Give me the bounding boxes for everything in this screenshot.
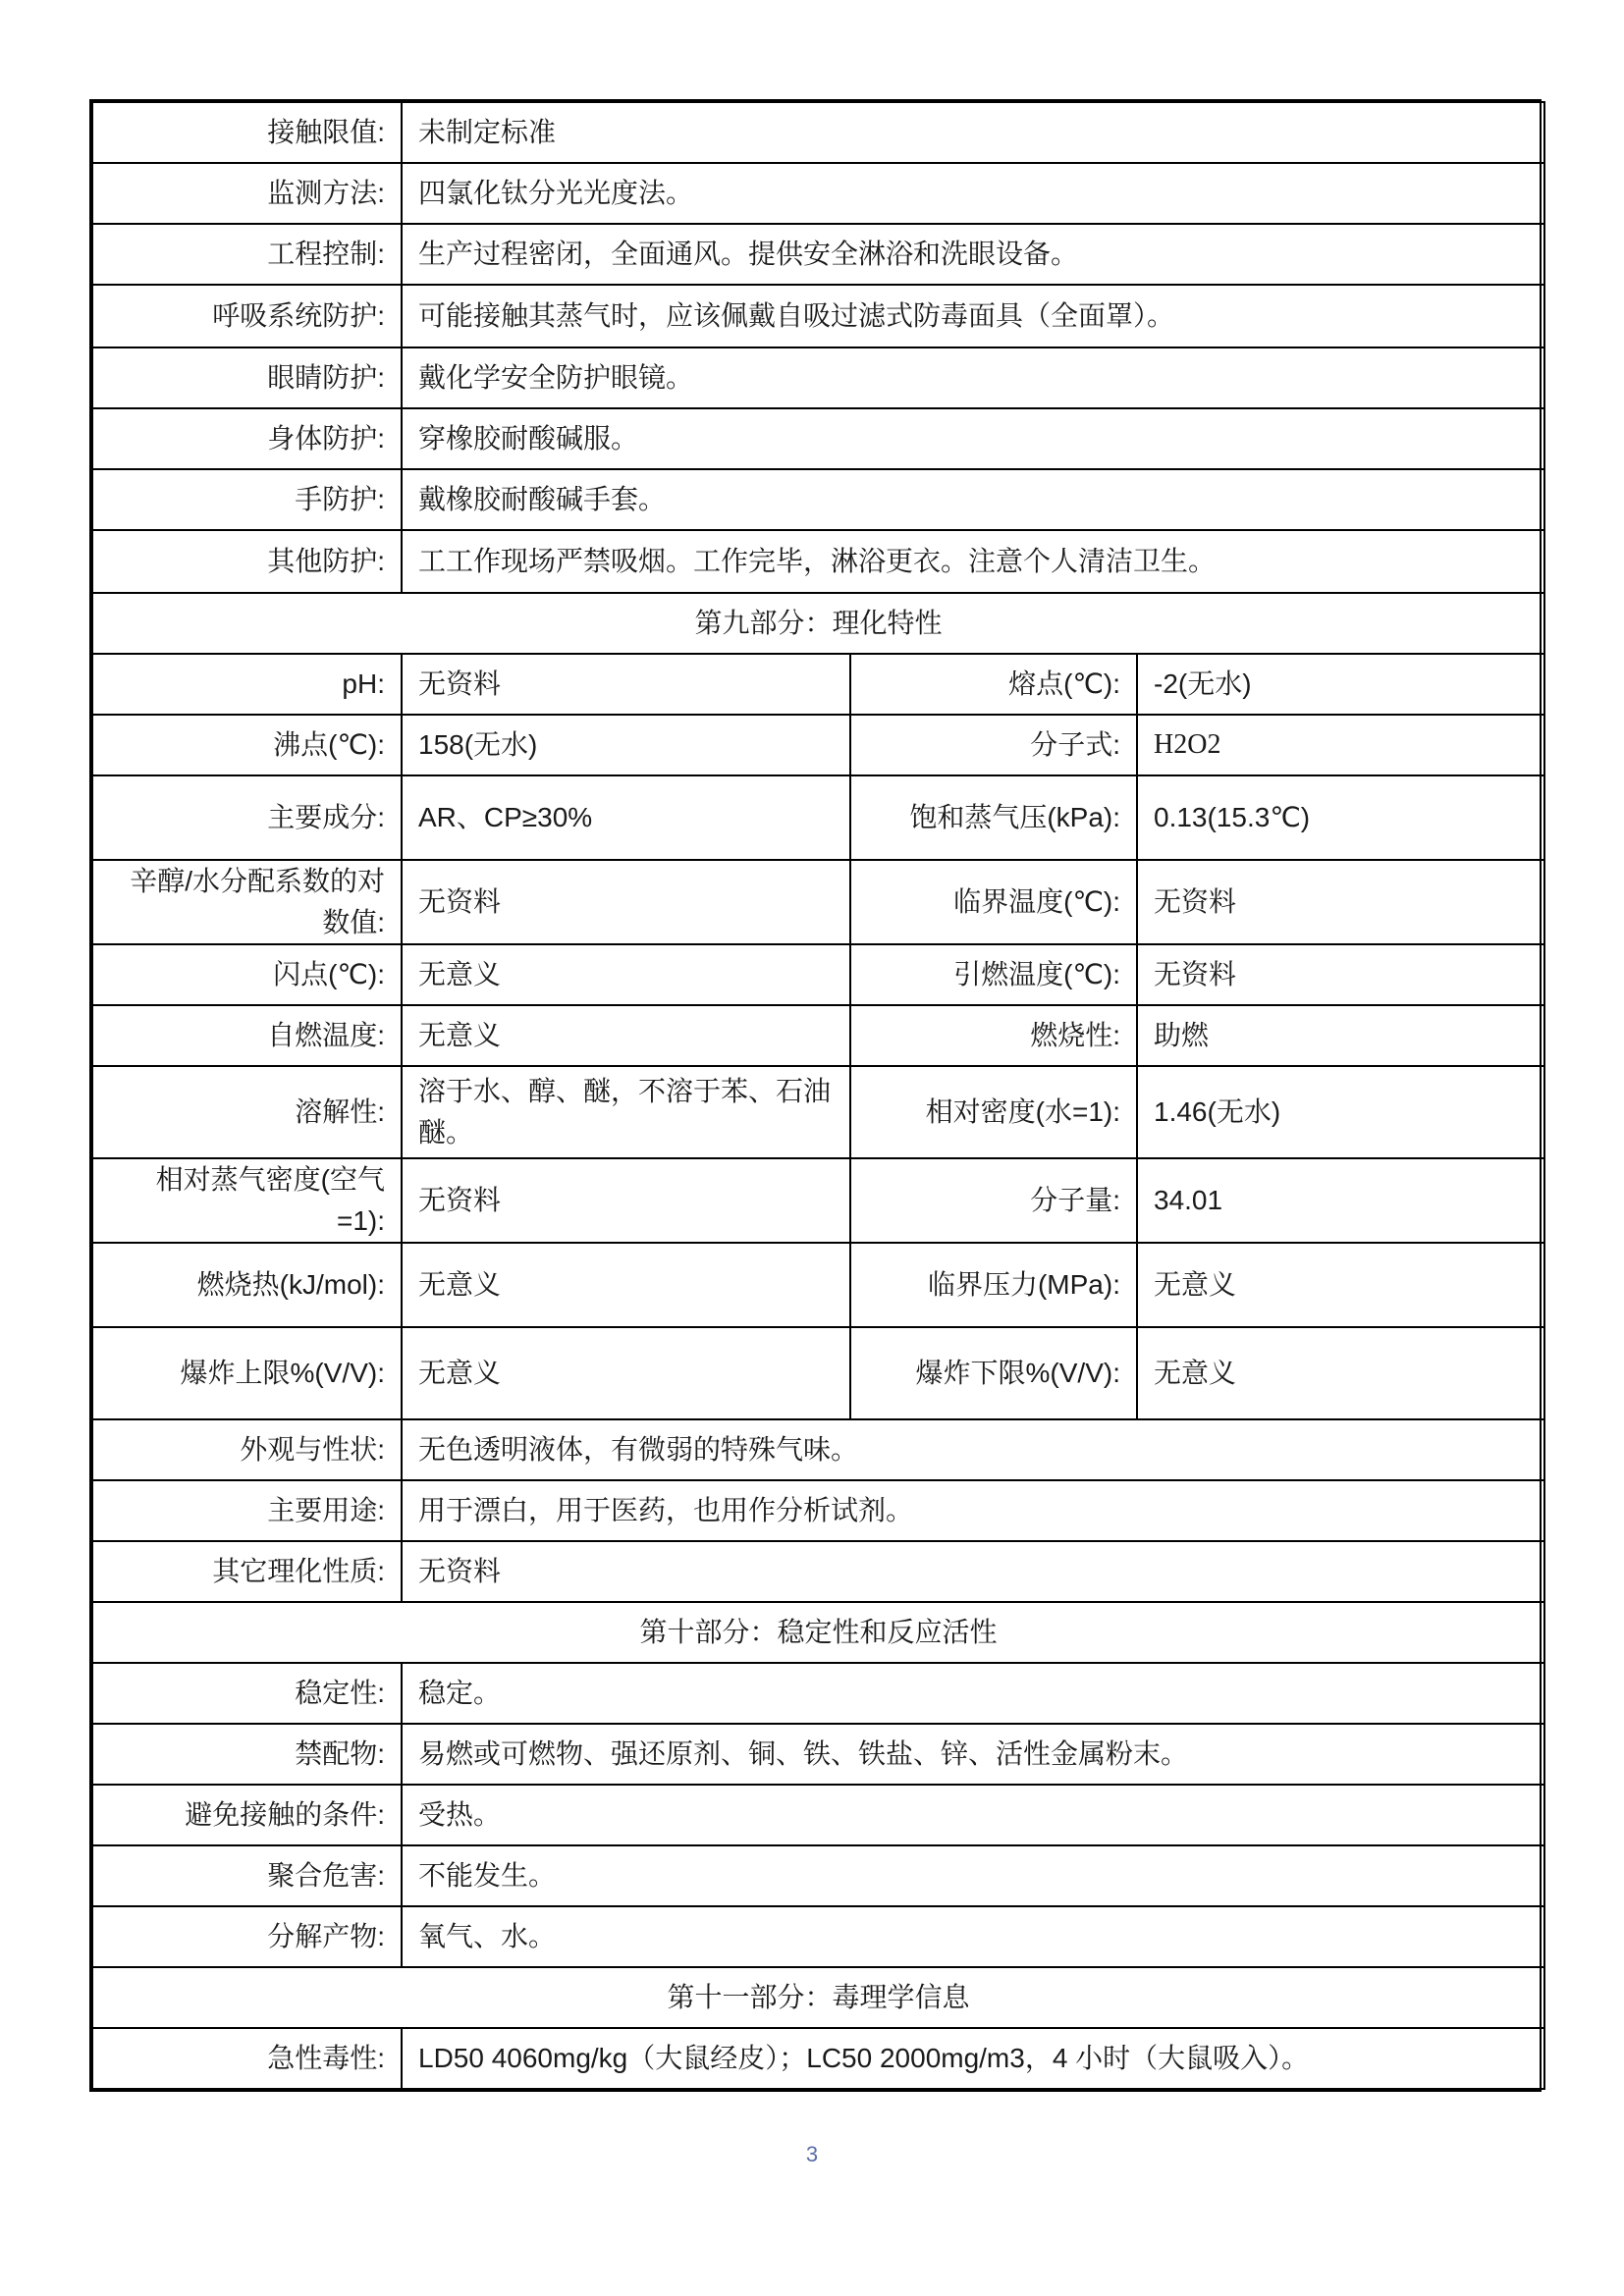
property-value: 34.01 xyxy=(1137,1158,1544,1243)
row-engineering-control xyxy=(92,224,1544,285)
property-value: 无意义 xyxy=(402,944,850,1005)
row-polymerization-hazard xyxy=(92,1845,1544,1906)
property-value: AR、CP≥30% xyxy=(402,775,850,860)
property-label: 闪点(℃): xyxy=(92,944,402,1005)
row-label: 外观与性状: xyxy=(92,1419,402,1480)
row-value: 易燃或可燃物、强还原剂、铜、铁、铁盐、锌、活性金属粉末。 xyxy=(402,1724,1544,1785)
row-value: 受热。 xyxy=(402,1785,1544,1845)
row-label: 手防护: xyxy=(92,469,402,530)
grid-row xyxy=(92,775,1544,860)
property-value: 助燃 xyxy=(1137,1005,1544,1066)
row-value: 工工作现场严禁吸烟。工作完毕，淋浴更衣。注意个人清洁卫生。 xyxy=(402,530,1544,593)
property-label: 相对密度(水=1): xyxy=(850,1066,1137,1158)
row-label: 避免接触的条件: xyxy=(92,1785,402,1845)
row-value: 无色透明液体，有微弱的特殊气味。 xyxy=(402,1419,1544,1480)
row-other-properties xyxy=(92,1541,1544,1602)
property-value: 无意义 xyxy=(1137,1243,1544,1327)
row-exposure-limit xyxy=(92,102,1544,163)
row-value: 不能发生。 xyxy=(402,1845,1544,1906)
property-value: H2O2 xyxy=(1137,715,1544,775)
property-label: 分子式: xyxy=(850,715,1137,775)
property-value: 无意义 xyxy=(402,1005,850,1066)
property-value: 无意义 xyxy=(1137,1327,1544,1419)
row-label: 工程控制: xyxy=(92,224,402,285)
row-value: 穿橡胶耐酸碱服。 xyxy=(402,408,1544,469)
property-value: 无资料 xyxy=(402,1158,850,1243)
row-value: 用于漂白，用于医药，也用作分析试剂。 xyxy=(402,1480,1544,1541)
row-appearance xyxy=(92,1419,1544,1480)
property-value: 1.46(无水) xyxy=(1137,1066,1544,1158)
grid-row xyxy=(92,860,1544,944)
property-label: 临界压力(MPa): xyxy=(850,1243,1137,1327)
property-value: 无资料 xyxy=(1137,944,1544,1005)
grid-row xyxy=(92,715,1544,775)
row-value: 氧气、水。 xyxy=(402,1906,1544,1967)
row-value: LD50 4060mg/kg（大鼠经皮）；LC50 2000mg/m3，4 小时（大鼠吸入）。 xyxy=(402,2028,1544,2089)
property-value: 无意义 xyxy=(402,1327,850,1419)
property-label: 溶解性: xyxy=(92,1066,402,1158)
row-label: 其它理化性质: xyxy=(92,1541,402,1602)
property-label: 引燃温度(℃): xyxy=(850,944,1137,1005)
row-acute-toxicity xyxy=(92,2028,1544,2089)
property-label: pH: xyxy=(92,654,402,715)
msds-table xyxy=(89,99,1542,2092)
property-label: 燃烧性: xyxy=(850,1005,1137,1066)
row-decomposition-products xyxy=(92,1906,1544,1967)
row-incompatible-materials xyxy=(92,1724,1544,1785)
page-number: 3 xyxy=(805,2142,819,2166)
row-value: 戴橡胶耐酸碱手套。 xyxy=(402,469,1544,530)
section-title: 第十部分：稳定性和反应活性 xyxy=(92,1602,1544,1663)
row-body-protection xyxy=(92,408,1544,469)
row-label: 眼睛防护: xyxy=(92,347,402,408)
row-label: 身体防护: xyxy=(92,408,402,469)
property-label: 相对蒸气密度(空气=1): xyxy=(92,1158,402,1243)
property-label: 主要成分: xyxy=(92,775,402,860)
row-respiratory-protection xyxy=(92,285,1544,347)
section-11-header xyxy=(92,1967,1544,2028)
property-value: 无资料 xyxy=(1137,860,1544,944)
section-10-header xyxy=(92,1602,1544,1663)
row-value: 未制定标准 xyxy=(402,102,1544,163)
row-label: 聚合危害: xyxy=(92,1845,402,1906)
row-label: 稳定性: xyxy=(92,1663,402,1724)
row-monitoring-method xyxy=(92,163,1544,224)
row-value: 可能接触其蒸气时，应该佩戴自吸过滤式防毒面具（全面罩）。 xyxy=(402,285,1544,347)
row-other-protection xyxy=(92,530,1544,593)
row-label: 其他防护: xyxy=(92,530,402,593)
row-main-use xyxy=(92,1480,1544,1541)
section-title: 第十一部分：毒理学信息 xyxy=(92,1967,1544,2028)
property-value: 0.13(15.3℃) xyxy=(1137,775,1544,860)
row-value: 戴化学安全防护眼镜。 xyxy=(402,347,1544,408)
property-label: 燃烧热(kJ/mol): xyxy=(92,1243,402,1327)
row-label: 主要用途: xyxy=(92,1480,402,1541)
row-conditions-to-avoid xyxy=(92,1785,1544,1845)
property-label: 爆炸下限%(V/V): xyxy=(850,1327,1137,1419)
property-label: 辛醇/水分配系数的对数值: xyxy=(92,860,402,944)
row-label: 监测方法: xyxy=(92,163,402,224)
property-label: 临界温度(℃): xyxy=(850,860,1137,944)
grid-row xyxy=(92,1158,1544,1243)
section-title: 第九部分：理化特性 xyxy=(92,593,1544,654)
property-value: 无资料 xyxy=(402,860,850,944)
property-value: 158(无水) xyxy=(402,715,850,775)
grid-row xyxy=(92,1005,1544,1066)
property-label: 熔点(℃): xyxy=(850,654,1137,715)
row-value: 四氯化钛分光光度法。 xyxy=(402,163,1544,224)
row-eye-protection xyxy=(92,347,1544,408)
row-label: 急性毒性: xyxy=(92,2028,402,2089)
row-label: 接触限值: xyxy=(92,102,402,163)
property-label: 分子量: xyxy=(850,1158,1137,1243)
property-value: 无资料 xyxy=(402,654,850,715)
property-label: 饱和蒸气压(kPa): xyxy=(850,775,1137,860)
row-value: 生产过程密闭，全面通风。提供安全淋浴和洗眼设备。 xyxy=(402,224,1544,285)
row-value: 无资料 xyxy=(402,1541,1544,1602)
property-label: 自燃温度: xyxy=(92,1005,402,1066)
grid-row xyxy=(92,1243,1544,1327)
row-label: 呼吸系统防护: xyxy=(92,285,402,347)
grid-row xyxy=(92,654,1544,715)
row-stability xyxy=(92,1663,1544,1724)
property-value: -2(无水) xyxy=(1137,654,1544,715)
grid-row xyxy=(92,944,1544,1005)
property-value: 溶于水、醇、醚，不溶于苯、石油醚。 xyxy=(402,1066,850,1158)
section-9-header xyxy=(92,593,1544,654)
property-value: 无意义 xyxy=(402,1243,850,1327)
row-hand-protection xyxy=(92,469,1544,530)
grid-row xyxy=(92,1066,1544,1158)
row-value: 稳定。 xyxy=(402,1663,1544,1724)
grid-row xyxy=(92,1327,1544,1419)
row-label: 禁配物: xyxy=(92,1724,402,1785)
property-label: 沸点(℃): xyxy=(92,715,402,775)
row-label: 分解产物: xyxy=(92,1906,402,1967)
property-label: 爆炸上限%(V/V): xyxy=(92,1327,402,1419)
